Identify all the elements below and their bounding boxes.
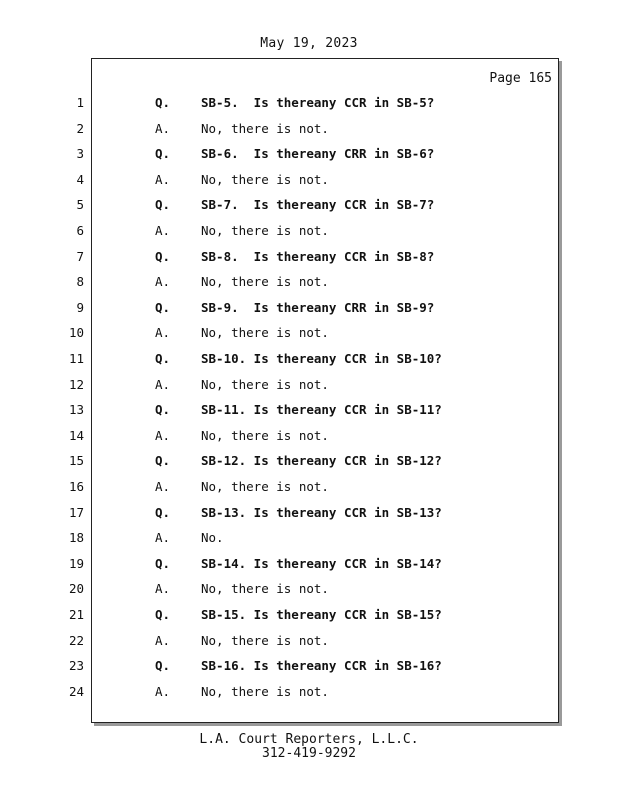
line-number: 21 <box>68 607 84 622</box>
line-number: 2 <box>76 120 84 136</box>
question-text: SB-15. Is thereany CCR in SB-15? <box>201 607 442 622</box>
answer-text: No, there is not. <box>201 632 329 648</box>
answer-text: No, there is not. <box>201 581 329 597</box>
question-text: SB-16. Is thereany CCR in SB-16? <box>201 658 442 674</box>
question-marker: Q. <box>155 248 171 264</box>
question-text: SB-8. Is thereany CCR in SB-8? <box>201 248 435 264</box>
answer-text: No, there is not. <box>201 223 329 238</box>
answer-marker: A. <box>155 325 171 341</box>
answer-marker: A. <box>155 632 171 648</box>
transcript-line <box>0 119 618 139</box>
answer-text: No, there is not. <box>201 376 329 392</box>
page-number: Page 165 <box>489 71 552 86</box>
question-text: SB-12. Is thereany CCR in SB-12? <box>201 453 442 469</box>
question-marker: Q. <box>155 197 171 213</box>
line-number: 16 <box>68 479 84 494</box>
line-number: 20 <box>68 581 84 597</box>
answer-marker: A. <box>155 581 171 597</box>
line-number: 14 <box>68 427 84 443</box>
question-marker: Q. <box>155 146 171 162</box>
transcript-line <box>0 272 618 292</box>
transcript-line <box>0 477 618 497</box>
line-number: 3 <box>76 146 84 162</box>
question-marker: Q. <box>155 95 171 110</box>
transcript-line <box>0 451 618 471</box>
answer-marker: A. <box>155 376 171 392</box>
line-number: 22 <box>68 632 84 648</box>
answer-marker: A. <box>155 223 171 238</box>
transcript-line <box>0 400 618 420</box>
line-number: 10 <box>68 325 84 341</box>
transcript-line <box>0 247 618 267</box>
transcript-line <box>0 426 618 446</box>
transcript-line <box>0 93 618 113</box>
transcript-line <box>0 605 618 625</box>
answer-text: No, there is not. <box>201 325 329 341</box>
line-number: 18 <box>68 530 84 546</box>
line-number: 6 <box>76 223 84 238</box>
answer-text: No, there is not. <box>201 120 329 136</box>
question-marker: Q. <box>155 402 171 418</box>
line-number: 15 <box>68 453 84 469</box>
transcript-line <box>0 579 618 599</box>
question-marker: Q. <box>155 504 171 520</box>
transcript-line <box>0 323 618 343</box>
transcript-line <box>0 682 618 702</box>
line-number: 12 <box>68 376 84 392</box>
line-number: 17 <box>68 504 84 520</box>
transcript-line <box>0 631 618 651</box>
transcript-line <box>0 656 618 676</box>
transcript-line <box>0 170 618 190</box>
line-number: 4 <box>76 171 84 187</box>
answer-marker: A. <box>155 479 171 494</box>
question-marker: Q. <box>155 658 171 674</box>
answer-marker: A. <box>155 274 171 290</box>
answer-text: No, there is not. <box>201 274 329 290</box>
line-number: 7 <box>76 248 84 264</box>
question-text: SB-10. Is thereany CCR in SB-10? <box>201 351 442 366</box>
header-date: May 19, 2023 <box>260 36 358 51</box>
question-marker: Q. <box>155 453 171 469</box>
question-text: SB-7. Is thereany CCR in SB-7? <box>201 197 435 213</box>
transcript-line <box>0 144 618 164</box>
question-text: SB-13. Is thereany CCR in SB-13? <box>201 504 442 520</box>
answer-marker: A. <box>155 171 171 187</box>
line-number: 24 <box>68 683 84 699</box>
line-number: 23 <box>68 658 84 674</box>
question-text: SB-5. Is thereany CCR in SB-5? <box>201 95 435 110</box>
transcript-line <box>0 554 618 574</box>
answer-text: No, there is not. <box>201 683 329 699</box>
transcript-line <box>0 221 618 241</box>
answer-marker: A. <box>155 683 171 699</box>
question-marker: Q. <box>155 607 171 622</box>
transcript-line <box>0 375 618 395</box>
answer-marker: A. <box>155 530 171 546</box>
transcript-line <box>0 195 618 215</box>
line-number: 5 <box>76 197 84 213</box>
line-number: 11 <box>68 351 84 366</box>
answer-marker: A. <box>155 120 171 136</box>
transcript-line <box>0 503 618 523</box>
question-marker: Q. <box>155 351 171 366</box>
question-text: SB-6. Is thereany CRR in SB-6? <box>201 146 435 162</box>
answer-text: No. <box>201 530 224 546</box>
line-number: 19 <box>68 555 84 571</box>
transcript-line <box>0 298 618 318</box>
question-text: SB-9. Is thereany CRR in SB-9? <box>201 299 435 315</box>
answer-text: No, there is not. <box>201 427 329 443</box>
line-number: 8 <box>76 274 84 290</box>
answer-text: No, there is not. <box>201 479 329 494</box>
footer-phone: 312-419-9292 <box>262 746 356 761</box>
question-marker: Q. <box>155 299 171 315</box>
answer-marker: A. <box>155 427 171 443</box>
line-number: 9 <box>76 299 84 315</box>
transcript-line <box>0 528 618 548</box>
line-number: 13 <box>68 402 84 418</box>
question-text: SB-11. Is thereany CCR in SB-11? <box>201 402 442 418</box>
footer-company: L.A. Court Reporters, L.L.C. <box>199 732 419 747</box>
line-number: 1 <box>76 95 84 110</box>
question-text: SB-14. Is thereany CCR in SB-14? <box>201 555 442 571</box>
transcript-line <box>0 349 618 369</box>
footer <box>0 733 618 761</box>
question-marker: Q. <box>155 555 171 571</box>
answer-text: No, there is not. <box>201 171 329 187</box>
